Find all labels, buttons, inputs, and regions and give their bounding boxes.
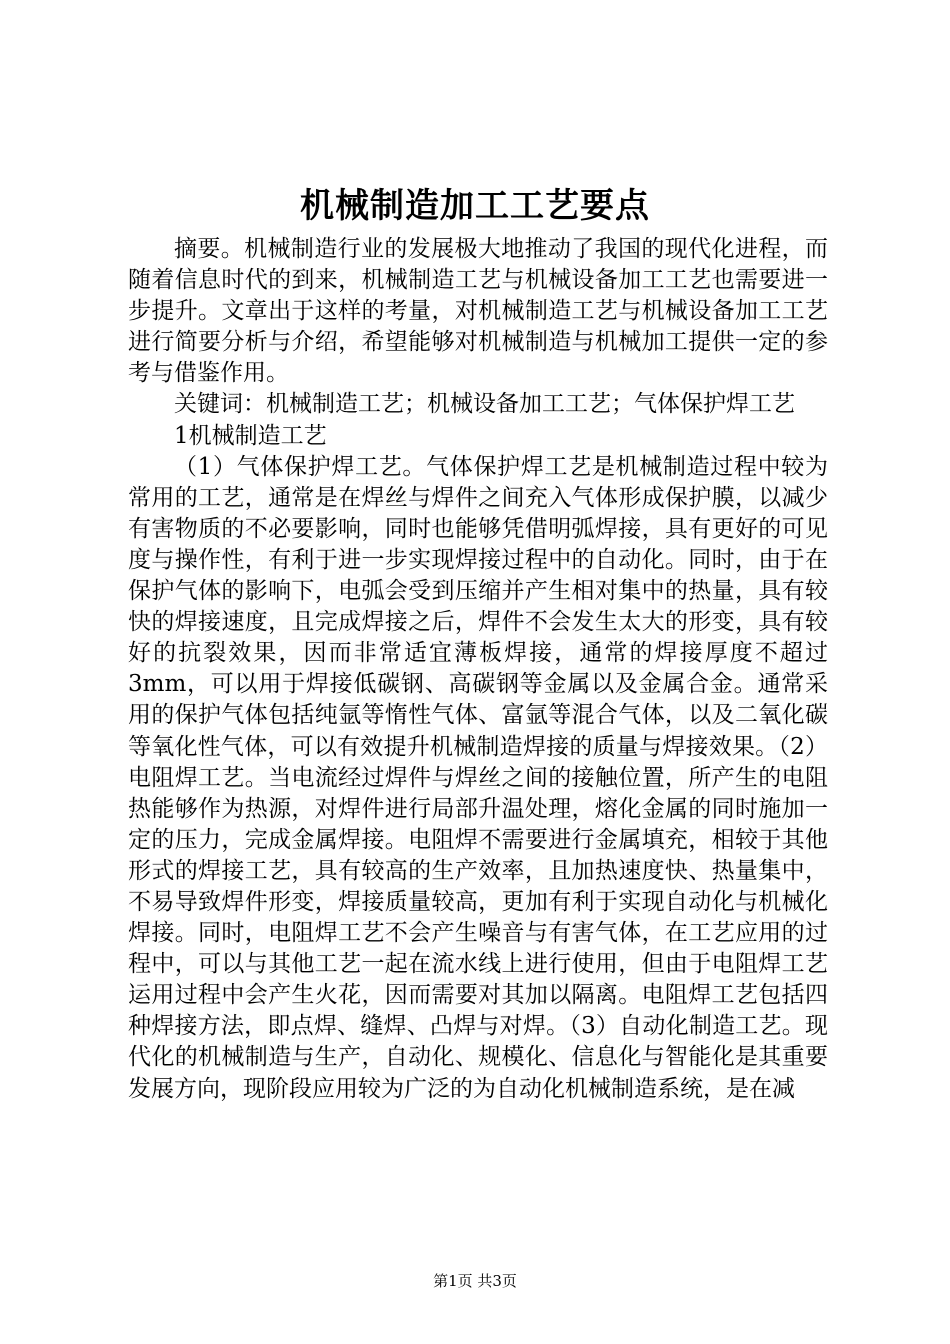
document-title: 机械制造加工工艺要点 <box>300 186 650 226</box>
section-heading: 1机械制造工艺 <box>174 422 327 449</box>
keywords-paragraph: 关键词：机械制造工艺；机械设备加工工艺；气体保护焊工艺 <box>174 391 795 418</box>
document-body <box>128 234 828 1105</box>
page-footer: 第1页 共3页 <box>433 1272 517 1290</box>
abstract-paragraph: 摘要。机械制造行业的发展极大地推动了我国的现代化进程，而随着信息时代的到来，机械制造工艺与机械设备加工工艺也需要进一步提升。文章出于这样的考量，对机械制造工艺与机械设备加工工艺进行简要分析与介绍，希望能够对机械制造与机械加工提供一定的参考与借鉴作用。 <box>128 236 828 387</box>
body-paragraph: （1）气体保护焊工艺。气体保护焊工艺是机械制造过程中较为常用的工艺，通常是在焊丝与焊件之间充入气体形成保护膜，以减少有害物质的不必要影响，同时也能够凭借明弧焊接，具有更好的可见度与操作性，有利于进一步实现焊接过程中的自动化。同时，由于在保护气体的影响下，电弧会受到压缩并产生相对集中的热量，具有较快的焊接速度，且完成焊接之后，焊件不会发生太大的形变，具有较好的抗裂效果，因而非常适宜薄板焊接，通常的焊接厚度不超过3mm，可以用于焊接低碳钢、高碳钢等金属以及金属合金。通常采用的保护气体包括纯氩等惰性气体、富氩等混合气体，以及二氧化碳等氧化性气体，可以有效提升机械制造焊接的质量与焊接效果。（2）电阻焊工艺。当电流经过焊件与焊丝之间的接触位置，所产生的电阻热能够作为热源，对焊件进行局部升温处理，熔化金属的同时施加一定的压力，完成金属焊接。电阻焊不需要进行金属填充，相较于其他形式的焊接工艺，具有较高的生产效率，且加热速度快、热量集中，不易导致焊件形变，焊接质量较高，更加有利于实现自动化与机械化焊接。同时，电阻焊工艺不会产生噪音与有害气体，在工艺应用的过程中，可以与其他工艺一起在流水线上进行使用，但由于电阻焊工艺运用过程中会产生火花，因而需要对其加以隔离。电阻焊工艺包括四种焊接方法，即点焊、缝焊、凸焊与对焊。（3）自动化制造工艺。现代化的机械制造与生产，自动化、规模化、信息化与智能化是其重要发展方向，现阶段应用较为广泛的为自动化机械制造系统，是在减 <box>128 453 828 1102</box>
